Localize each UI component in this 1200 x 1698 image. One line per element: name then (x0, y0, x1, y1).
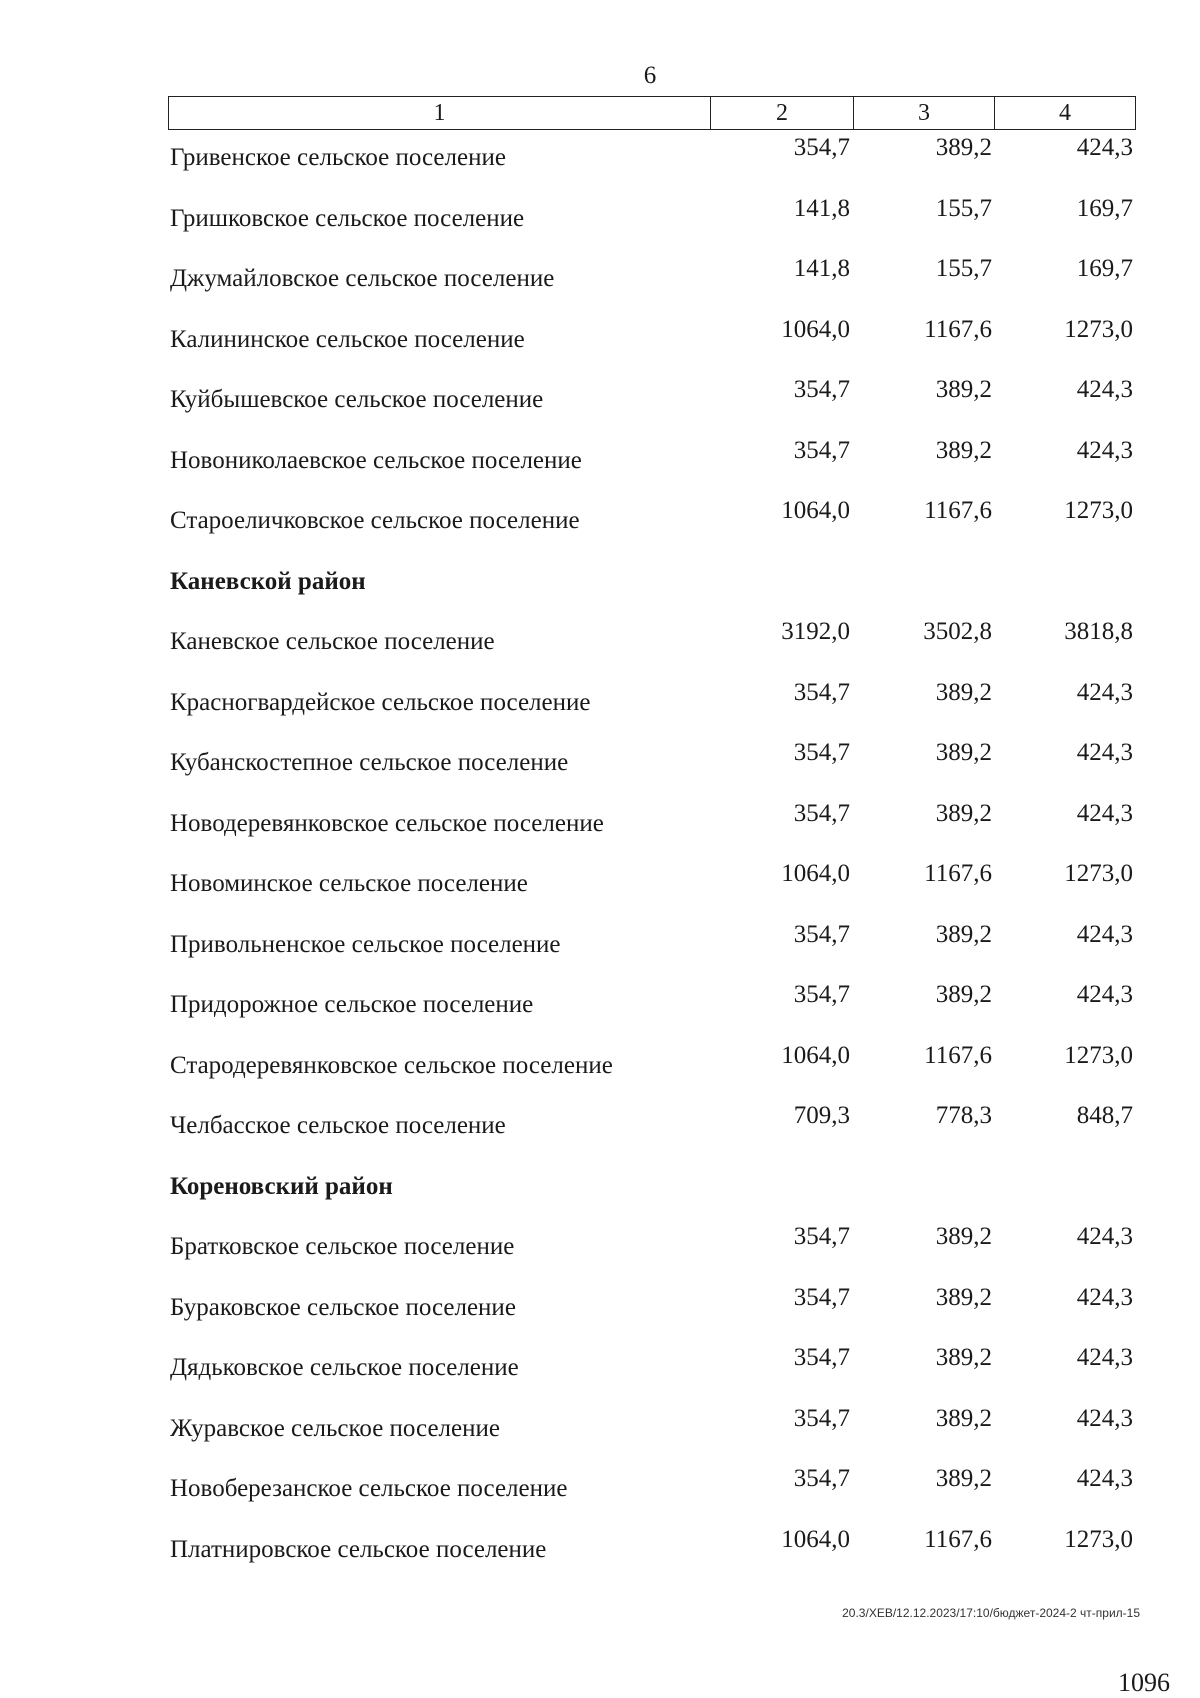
settlement-name: Журавское сельское поселение (170, 1414, 500, 1442)
value-col-2: 354,7 (793, 920, 850, 948)
table-row (170, 437, 1140, 477)
value-col-2: 709,3 (793, 1102, 850, 1129)
settlement-name: Красногвардейское сельское поселение (170, 688, 591, 716)
column-header-2: 2 (711, 97, 854, 129)
settlement-name: Стародеревянковское сельское поселение (170, 1051, 613, 1079)
table-row (170, 618, 1140, 658)
settlement-name: Гришковское сельское поселение (170, 204, 525, 232)
value-col-2: 141,8 (793, 194, 850, 222)
value-col-4: 3818,8 (1064, 618, 1133, 645)
settlement-name: Куйбышевское сельское поселение (170, 386, 544, 413)
value-col-4: 424,3 (1076, 1344, 1133, 1371)
settlement-name: Привольненское сельское поселение (170, 930, 561, 958)
value-col-3: 1167,6 (924, 860, 992, 887)
value-col-3: 389,2 (935, 1465, 992, 1492)
settlement-name: Братковское сельское поселение (170, 1233, 515, 1260)
value-col-3: 389,2 (935, 1404, 992, 1432)
table-row (170, 376, 1140, 416)
table-row (170, 195, 1140, 235)
value-col-3: 1167,6 (924, 497, 992, 524)
value-col-3: 1167,6 (924, 1041, 992, 1069)
settlement-name: Придорожное сельское поселение (170, 991, 534, 1018)
value-col-4: 424,3 (1076, 920, 1133, 948)
value-col-4: 169,7 (1076, 255, 1133, 282)
value-col-2: 354,7 (793, 376, 850, 403)
settlement-name: Новоминское сельское поселение (170, 870, 528, 897)
value-col-4: 169,7 (1076, 194, 1133, 222)
settlement-name: Челбасское сельское поселение (170, 1112, 506, 1139)
settlement-name: Калининское сельское поселение (170, 325, 525, 353)
settlement-name: Кубанскостепное сельское поселение (170, 749, 569, 776)
value-col-3: 389,2 (935, 134, 992, 161)
value-col-4: 424,3 (1076, 436, 1133, 464)
column-header-1: 1 (169, 97, 711, 129)
table-row (170, 1284, 1140, 1324)
value-col-4: 424,3 (1076, 739, 1133, 766)
table-row (170, 1102, 1140, 1142)
table-row (170, 1465, 1140, 1505)
settlement-name: Новониколаевское сельское поселение (170, 446, 582, 474)
table-row (170, 679, 1140, 719)
value-col-3: 155,7 (935, 194, 992, 222)
value-col-4: 424,3 (1076, 376, 1133, 403)
table-row (170, 1042, 1140, 1082)
table-row (170, 1526, 1140, 1566)
value-col-2: 1064,0 (781, 1041, 850, 1069)
value-col-4: 848,7 (1076, 1102, 1133, 1129)
value-col-3: 778,3 (935, 1102, 992, 1129)
table-row (170, 316, 1140, 356)
value-col-2: 354,7 (793, 1223, 850, 1250)
district-heading: Каневской район (170, 567, 366, 595)
value-col-4: 424,3 (1076, 134, 1133, 161)
value-col-3: 1167,6 (924, 315, 992, 343)
value-col-4: 424,3 (1076, 1465, 1133, 1492)
value-col-4: 1273,0 (1064, 1525, 1133, 1553)
value-col-3: 389,2 (935, 739, 992, 766)
settlement-name: Староеличковское сельское поселение (170, 507, 580, 534)
settlement-name: Дядьковское сельское поселение (170, 1354, 519, 1381)
value-col-4: 424,3 (1076, 678, 1133, 706)
settlement-name: Джумайловское сельское поселение (170, 265, 555, 292)
column-header-4: 4 (1059, 99, 1071, 126)
value-col-3: 389,2 (935, 376, 992, 403)
value-col-3: 389,2 (935, 678, 992, 706)
settlement-name: Новоберезанское сельское поселение (170, 1475, 568, 1502)
value-col-2: 1064,0 (781, 497, 850, 524)
district-heading: Кореновский район (170, 1172, 393, 1200)
value-col-3: 389,2 (935, 799, 992, 827)
table-row (170, 134, 1140, 174)
value-col-3: 155,7 (935, 255, 992, 282)
value-col-2: 3192,0 (781, 618, 850, 645)
value-col-4: 424,3 (1076, 981, 1133, 1008)
table-row (170, 255, 1140, 295)
value-col-2: 141,8 (793, 255, 850, 282)
column-header-row (168, 96, 1136, 130)
value-col-2: 354,7 (793, 1404, 850, 1432)
settlement-name: Каневское сельское поселение (170, 628, 495, 655)
value-col-4: 424,3 (1076, 1404, 1133, 1432)
settlement-name: Бураковское сельское поселение (170, 1293, 516, 1321)
page-number-top: 6 (643, 62, 657, 89)
page-number-bottom: 1096 (1118, 1668, 1170, 1697)
table-row (170, 921, 1140, 961)
value-col-2: 354,7 (793, 436, 850, 464)
value-col-2: 1064,0 (781, 860, 850, 887)
value-col-2: 354,7 (793, 678, 850, 706)
value-col-4: 1273,0 (1064, 860, 1133, 887)
value-col-2: 1064,0 (781, 315, 850, 343)
value-col-3: 1167,6 (924, 1525, 992, 1553)
value-col-4: 1273,0 (1064, 1041, 1133, 1069)
settlement-name: Гривенское сельское поселение (170, 144, 506, 171)
value-col-2: 354,7 (793, 799, 850, 827)
table-row (170, 981, 1140, 1021)
value-col-2: 354,7 (793, 1283, 850, 1311)
value-col-2: 354,7 (793, 739, 850, 766)
column-header-3: 3 (854, 97, 995, 129)
value-col-2: 354,7 (793, 1465, 850, 1492)
table-row (170, 739, 1140, 779)
settlement-name: Новодеревянковское сельское поселение (170, 809, 604, 837)
value-col-3: 389,2 (935, 1344, 992, 1371)
value-col-4: 1273,0 (1064, 315, 1133, 343)
value-col-3: 389,2 (935, 1223, 992, 1250)
value-col-2: 354,7 (793, 134, 850, 161)
value-col-2: 354,7 (793, 1344, 850, 1371)
value-col-3: 389,2 (935, 981, 992, 1008)
table-row (170, 497, 1140, 537)
value-col-3: 3502,8 (923, 618, 992, 645)
value-col-3: 389,2 (935, 1283, 992, 1311)
table-row (170, 800, 1140, 840)
table-row (170, 860, 1140, 900)
value-col-3: 389,2 (935, 920, 992, 948)
value-col-3: 389,2 (935, 436, 992, 464)
value-col-2: 1064,0 (781, 1525, 850, 1553)
document-code: 20.3/ХЕВ/12.12.2023/17:10/бюджет-2024-2 чт-прил-15 (842, 1606, 1140, 1620)
value-col-4: 424,3 (1076, 1283, 1133, 1311)
value-col-4: 424,3 (1076, 1223, 1133, 1250)
table-row (170, 1223, 1140, 1263)
value-col-4: 424,3 (1076, 799, 1133, 827)
settlement-name: Платнировское сельское поселение (170, 1535, 547, 1563)
table-row (170, 1344, 1140, 1384)
table-row (170, 1405, 1140, 1445)
value-col-2: 354,7 (793, 981, 850, 1008)
value-col-4: 1273,0 (1064, 497, 1133, 524)
